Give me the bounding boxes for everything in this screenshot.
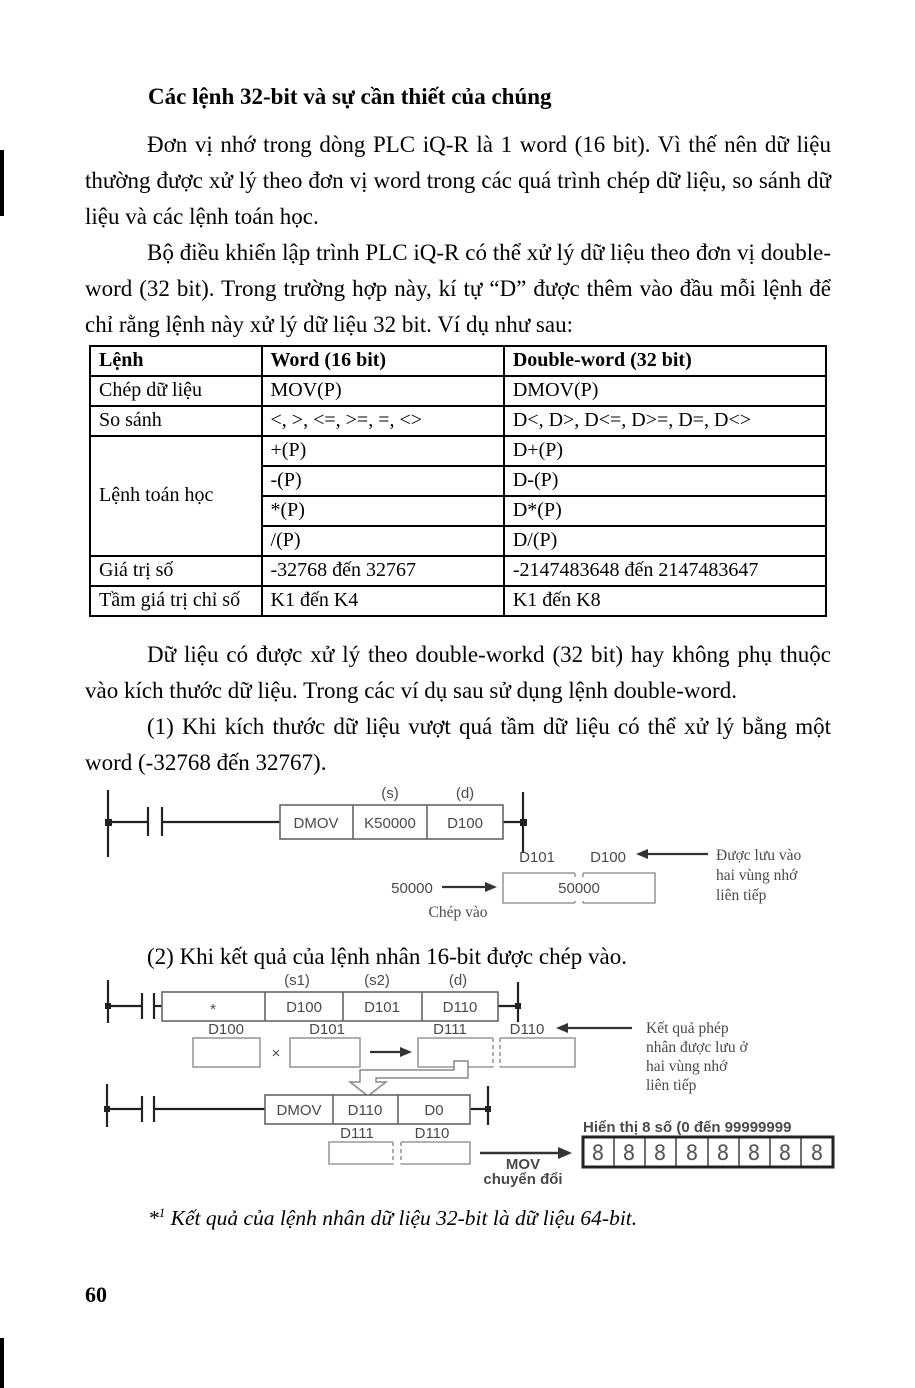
display-title: Hiển thị 8 số (0 đến 99999999 <box>583 1119 792 1136</box>
digit-cell: 8 <box>653 1141 667 1165</box>
cell-div-word: /(P) <box>262 526 504 556</box>
cell-index-label: Tầm giá trị chỉ số <box>90 586 262 616</box>
cell-math-label: Lệnh toán học <box>90 436 262 556</box>
cell-sub-dword: D-(P) <box>504 466 826 496</box>
mul-label-d100: D100 <box>208 1021 244 1038</box>
operand-d101: D101 <box>364 999 400 1016</box>
table-header-row <box>90 346 826 376</box>
mem-label-d101: D101 <box>519 849 555 866</box>
note-line-3: liên tiếp <box>716 887 767 904</box>
copy-arrow-head <box>485 882 497 892</box>
operand-label-d: (d) <box>455 785 475 802</box>
paragraph-double-word: Bộ điều khiển lập trình PLC iQ-R có thể xử lý dữ liệu theo đơn vị double-word (32 bit). Trong trường hợp này, kí tự “D” được thêm vào đầu mỗi lệnh để chỉ rằng lệnh này xử lý dữ liệu 32 bit. Ví dụ như sau: <box>85 240 831 337</box>
paragraph-memory-unit: Đơn vị nhớ trong dòng PLC iQ-R là 1 word (16 bit). Vì thế nên dữ liệu thường được xử lý theo đơn vị word trong các quá trình chép dữ liệu, so sánh dữ liệu và các lệnh toán học. <box>85 132 831 229</box>
table-row <box>90 436 826 466</box>
col-header-dword32: Double-word (32 bit) <box>504 346 826 376</box>
operand-label-s1: (s1) <box>284 972 310 989</box>
table-row <box>90 376 826 406</box>
scan-artifact-bottom <box>0 1338 4 1388</box>
table-row <box>90 556 826 586</box>
footnote-text: Kết quả của lệnh nhân dữ liệu 32-bit là dữ liệu 64-bit. <box>165 1206 638 1231</box>
page-title: Các lệnh 32-bit và sự cần thiết của chúng <box>148 84 552 109</box>
opcode-dmov: DMOV <box>293 815 339 832</box>
table-row <box>90 586 826 616</box>
operand-d100: D100 <box>447 815 483 832</box>
operand-d100: D100 <box>286 999 322 1016</box>
note-line-2: nhân được lưu ở <box>646 1039 748 1056</box>
rail-node <box>485 1106 491 1112</box>
cell-sub-word: -(P) <box>262 466 504 496</box>
rail-node <box>105 819 112 826</box>
res-label-d111: D111 <box>433 1021 467 1038</box>
note-line-1: Kết quả phép <box>646 1020 729 1037</box>
operand-d110: D110 <box>442 999 478 1016</box>
operand-label-s: (s) <box>381 785 399 802</box>
note-line-2: hai vùng nhớ <box>716 867 798 884</box>
memory-cells <box>329 1142 470 1164</box>
digit-cell: 8 <box>778 1141 792 1165</box>
mov-caption-1: MOV <box>505 1156 541 1173</box>
cell-value-dword: -2147483648 đến 2147483647 <box>504 556 826 586</box>
rail-node <box>520 819 527 826</box>
operand-label-d: (d) <box>448 972 468 989</box>
rail-node <box>105 1003 111 1009</box>
opcode-multiply: * <box>210 1001 216 1018</box>
col-header-lenh: Lệnh <box>90 346 262 376</box>
digit-cell: 8 <box>622 1141 636 1165</box>
footnote <box>148 1205 848 1231</box>
page-number: 60 <box>85 1282 107 1307</box>
operand-d0: D0 <box>424 1102 444 1119</box>
note-line-4: liên tiếp <box>646 1077 697 1094</box>
mul-label-d101: D101 <box>309 1021 345 1038</box>
cell-compare-word: <, >, <=, >=, =, <> <box>262 406 504 436</box>
cell-mul-word: *(P) <box>262 496 504 526</box>
operand-label-s2: (s2) <box>364 972 390 989</box>
cell-copy-label: Chép dữ liệu <box>90 376 262 406</box>
rail-node <box>104 1106 110 1112</box>
mem-label-d110: D110 <box>414 1125 450 1142</box>
copy-caption: Chép vào <box>428 904 488 921</box>
cell-index-dword: K1 đến K8 <box>504 586 826 616</box>
footnote-marker: * <box>148 1206 159 1231</box>
mem-label-d111: D111 <box>340 1125 374 1142</box>
paragraph-example-2: (2) Khi kết quả của lệnh nhân 16-bit được chép vào. <box>147 944 628 969</box>
cell-compare-dword: D<, D>, D<=, D>=, D=, D<> <box>504 406 826 436</box>
figure-dmov-example <box>80 780 840 938</box>
digit-cell: 8 <box>747 1141 761 1165</box>
cell-compare-label: So sánh <box>90 406 262 436</box>
footnote-marker-sup: 1 <box>158 1205 166 1220</box>
cell-dmov: DMOV(P) <box>504 376 826 406</box>
operand-d110: D110 <box>347 1102 383 1119</box>
cell-value-label: Giá trị số <box>90 556 262 586</box>
rail-node <box>515 1003 521 1009</box>
result-arrow-head <box>400 1047 412 1057</box>
cell-div-dword: D/(P) <box>504 526 826 556</box>
paragraph-example-1: (1) Khi kích thước dữ liệu vượt quá tầm dữ liệu có thể xử lý bằng một word (-32768 đến 32767). <box>85 714 831 775</box>
mem-value-50000: 50000 <box>558 880 600 897</box>
figure-multiply-example <box>80 972 840 1187</box>
cell-index-word: K1 đến K4 <box>262 586 504 616</box>
times-sign: × <box>271 1045 281 1062</box>
res-label-d110: D110 <box>509 1021 545 1038</box>
table-row <box>90 406 826 436</box>
note-line-3: hai vùng nhớ <box>646 1058 728 1075</box>
mov-arrow-head <box>558 1147 572 1159</box>
operand-k50000: K50000 <box>364 815 416 832</box>
col-header-word16: Word (16 bit) <box>262 346 504 376</box>
digit-cell: 8 <box>716 1141 730 1165</box>
scan-artifact-top <box>0 150 4 216</box>
instruction-comparison-table <box>89 345 827 617</box>
opcode-dmov: DMOV <box>276 1102 322 1119</box>
note-line-1: Được lưu vào <box>716 847 802 864</box>
mem-label-d100: D100 <box>590 849 626 866</box>
paragraph-data-size: Dữ liệu có được xử lý theo double-workd (32 bit) hay không phụ thuộc vào kích thước dữ liệu. Trong các ví dụ sau sử dụng lệnh double-word. <box>85 642 831 703</box>
digit-cell: 8 <box>591 1141 605 1165</box>
cell-add-word: +(P) <box>262 436 504 466</box>
cell-mov: MOV(P) <box>262 376 504 406</box>
copy-source-value: 50000 <box>391 880 433 897</box>
mul-operand-cell <box>193 1038 260 1067</box>
digit-cell: 8 <box>810 1141 824 1165</box>
cell-mul-dword: D*(P) <box>504 496 826 526</box>
mov-caption-2: chuyển đổi <box>483 1171 563 1187</box>
cell-add-dword: D+(P) <box>504 436 826 466</box>
seven-segment-display <box>583 1137 833 1167</box>
cell-value-word: -32768 đến 32767 <box>262 556 504 586</box>
mul-operand-cell <box>290 1038 360 1067</box>
digit-cell: 8 <box>685 1141 699 1165</box>
result-cells <box>418 1038 575 1067</box>
